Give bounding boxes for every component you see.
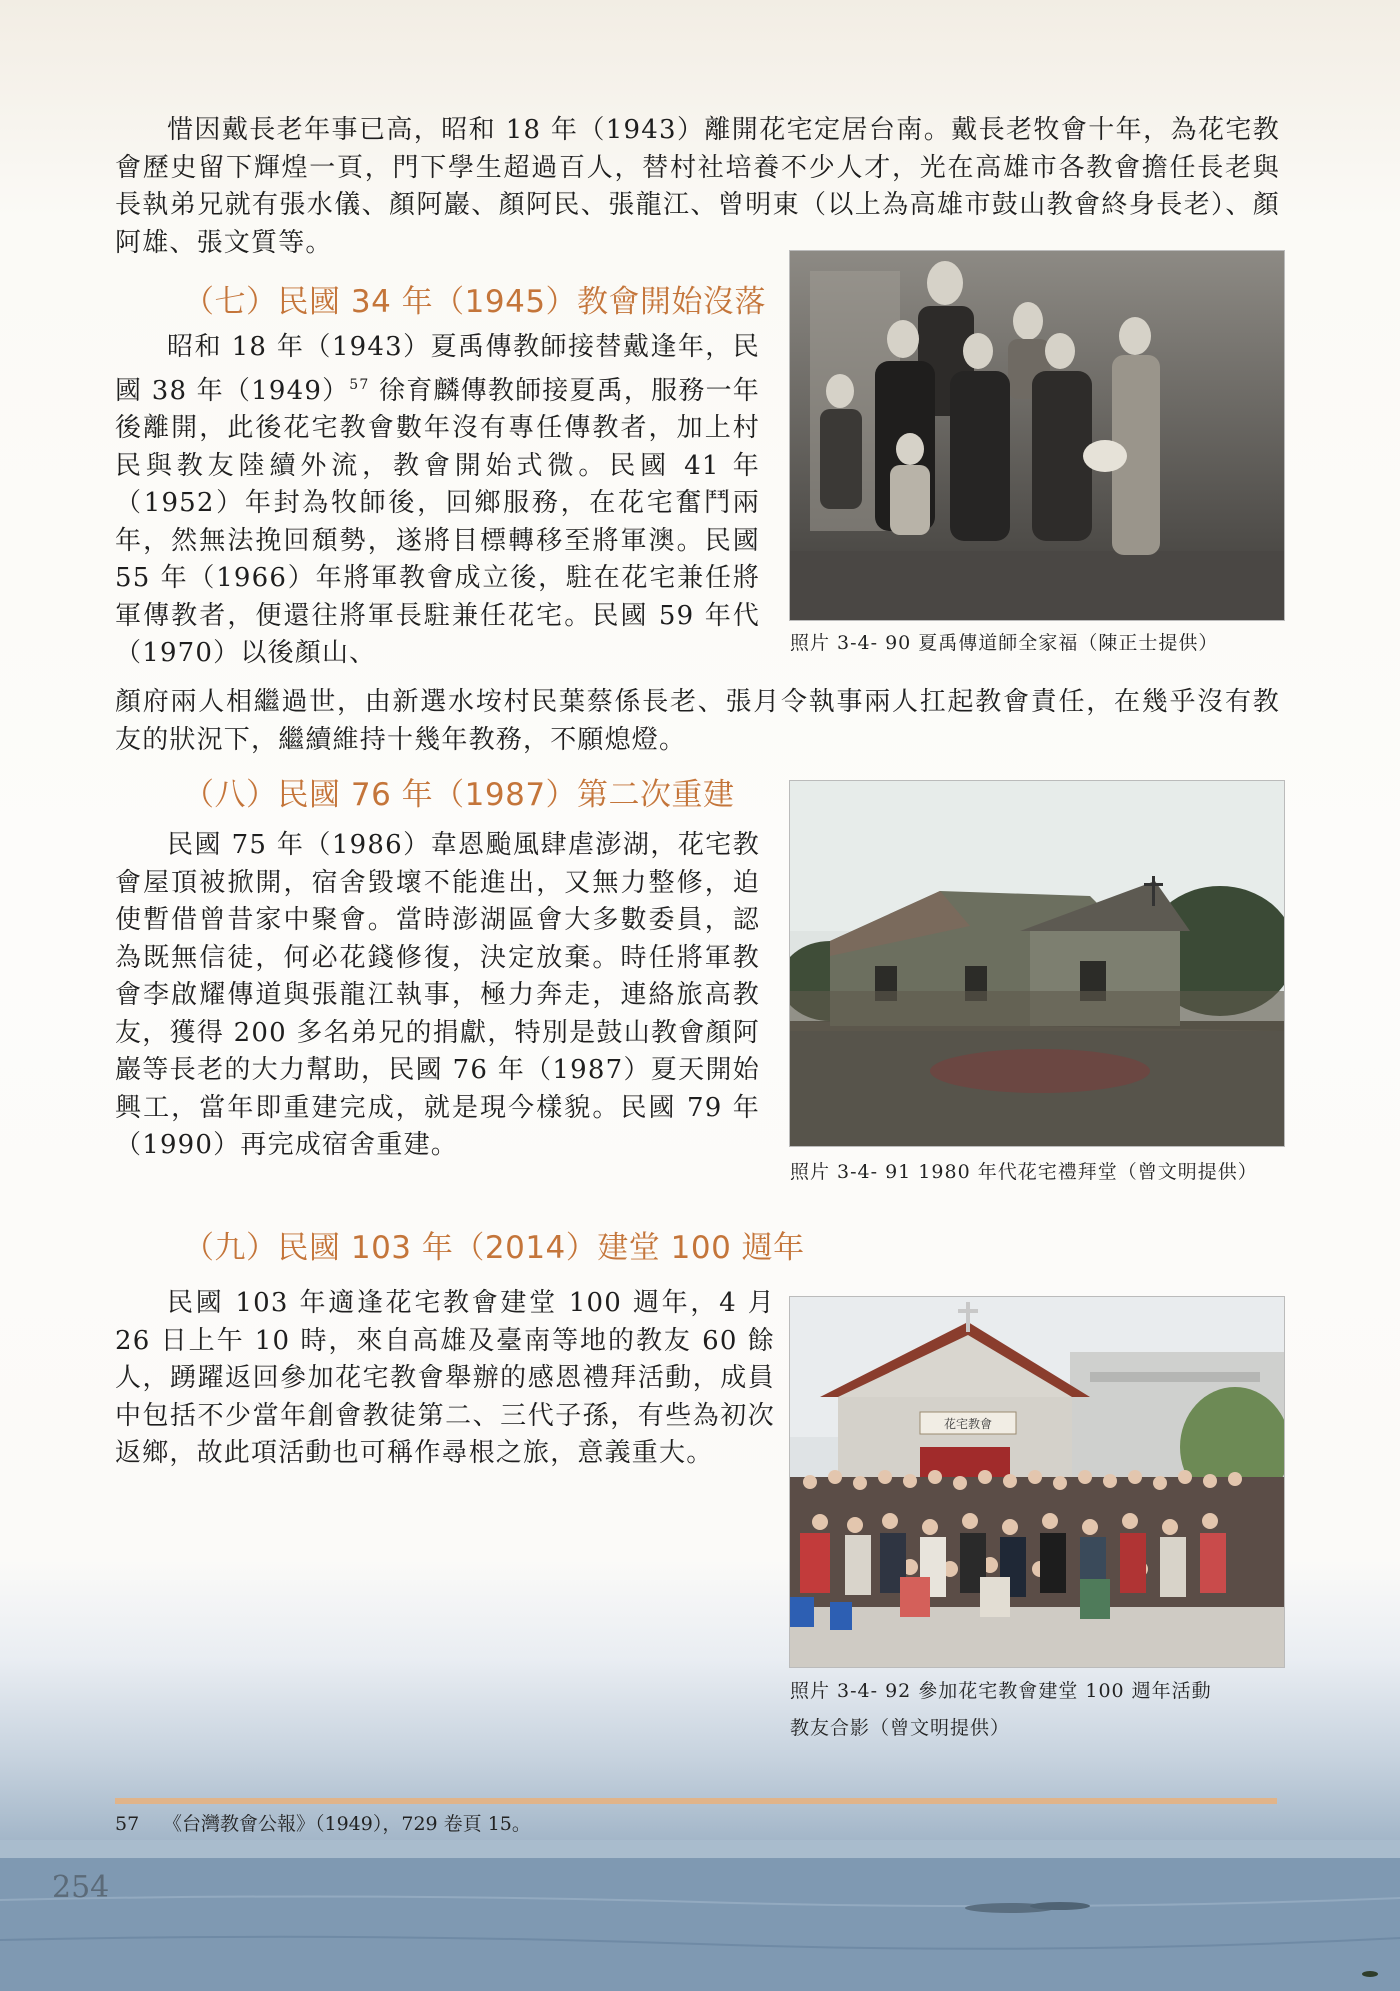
section-9-heading: （九）民國 103 年（2014）建堂 100 週年: [183, 1230, 805, 1266]
footnote: [115, 1810, 531, 1838]
page-number: 254: [52, 1870, 110, 1905]
centenary-group-photo: [789, 1296, 1285, 1668]
church-sign: 花宅教會: [943, 1417, 993, 1431]
footnote-text: 《台灣教會公報》（1949），729 卷頁 15。: [163, 1813, 531, 1835]
photo-92-caption-line-1: 照片 3-4- 92 參加花宅教會建堂 100 週年活動: [790, 1680, 1212, 1702]
section-7-continuation: 顏府兩人相繼過世，由新選水垵村民葉蔡係長老、張月令執事兩人扛起教會責任，在幾乎沒有教友的狀況下，繼續維持十幾年教務，不願熄燈。: [115, 687, 1280, 755]
photo-91-caption: 照片 3-4- 91 1980 年代花宅禮拜堂（曾文明提供）: [790, 1161, 1258, 1183]
family-portrait-photo: [789, 250, 1285, 621]
section-7-text-a: 昭和 18 年（1943）夏禹傳教師接替戴逢年，民國 38 年（1949）: [115, 332, 760, 406]
sea-backdrop: [0, 1840, 1400, 1991]
footnote-number: 57: [115, 1813, 140, 1835]
section-8-paragraph: 民國 75 年（1986）韋恩颱風肆虐澎湖，花宅教會屋頂被掀開，宿舍毀壞不能進出，又無力整修，迫使暫借曾昔家中聚會。當時澎湖區會大多數委員，認為既無信徒，何必花錢修復，決定放棄。時任將軍教會李啟耀傳道與張龍江執事，極力奔走，連絡旅高教友，獲得 200 多名弟兄的捐獻，特別是鼓山教會顏阿巖等長老的大力幫助，民國 76 年（1987）夏天開始興工，當年即重建完成，就是現今樣貌。民國 79 年（1990）再完成宿舍重建。: [115, 830, 760, 1160]
section-7-paragraph: [115, 329, 760, 673]
section-9-paragraph: 民國 103 年適逢花宅教會建堂 100 週年，4 月 26 日上午 10 時，來自高雄及臺南等地的教友 60 餘人，踴躍返回參加花宅教會舉辦的感恩禮拜活動，成員中包括不少當年創會教徒第二、三代子孫，有些為初次返鄉，故此項活動也可稱作尋根之旅，意義重大。: [115, 1288, 775, 1468]
photo-90-caption: 照片 3-4- 90 夏禹傳道師全家福（陳正士提供）: [790, 632, 1219, 654]
footnote-divider: [115, 1798, 1277, 1804]
footnote-ref-57[interactable]: 57: [349, 376, 370, 393]
section-8-heading: （八）民國 76 年（1987）第二次重建: [183, 777, 735, 813]
section-7-text-b: 徐育麟傳教師接夏禹，服務一年後離開，此後花宅教會數年沒有專任傳教者，加上村民與教友陸續外流，教會開始式微。民國 41 年（1952）年封為牧師後，回鄉服務，在花宅奮鬥兩年，然無法挽回頹勢，遂將目標轉移至將軍澳。民國 55 年（1966）年將軍教會成立後，駐在花宅兼任將軍傳教者，便還往將軍長駐兼任花宅。民國 59 年代（1970）以後顏山、: [115, 375, 760, 668]
old-church-photo: [789, 780, 1285, 1147]
section-7-heading: （七）民國 34 年（1945）教會開始沒落: [183, 284, 767, 320]
photo-92-caption-line-2: 教友合影（曾文明提供）: [790, 1717, 1011, 1739]
intro-paragraph: 惜因戴長老年事已高，昭和 18 年（1943）離開花宅定居台南。戴長老牧會十年，為花宅教會歷史留下輝煌一頁，門下學生超過百人，替村社培養不少人才，光在高雄市各教會擔任長老與長執弟兄就有張水儀、顏阿巖、顏阿民、張龍江、曾明東（以上為高雄市鼓山教會終身長老）、顏阿雄、張文質等。: [115, 115, 1280, 258]
